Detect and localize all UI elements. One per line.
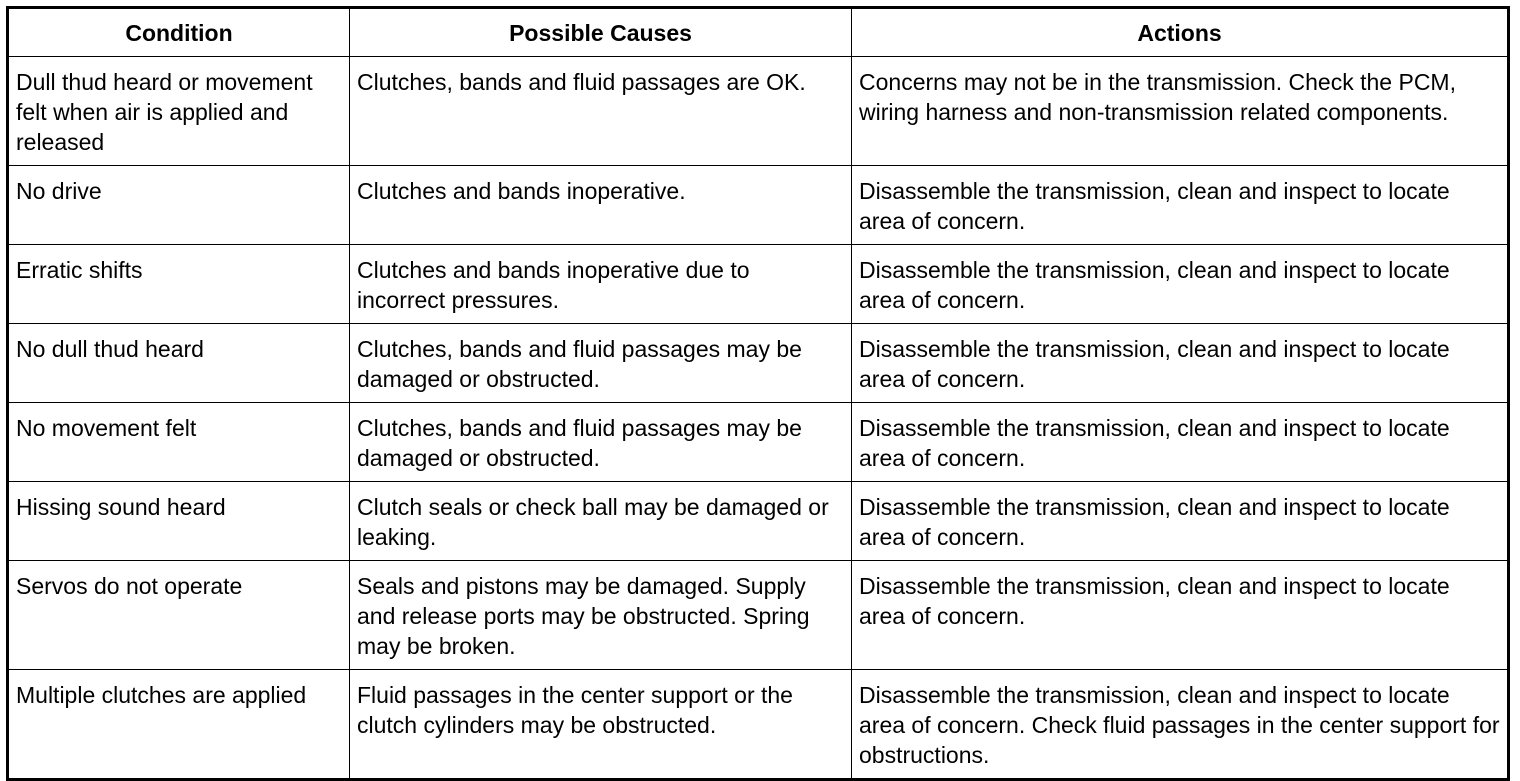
causes-cell: Clutches and bands inoperative. [350, 166, 852, 245]
condition-cell: Hissing sound heard [8, 482, 350, 561]
actions-cell: Disassemble the transmission, clean and inspect to locate area of concern. Check fluid passages in the center support for obstructions. [852, 670, 1509, 780]
table-header-row [8, 8, 1509, 57]
condition-cell: Erratic shifts [8, 245, 350, 324]
table-row [8, 482, 1509, 561]
causes-cell: Clutches and bands inoperative due to incorrect pressures. [350, 245, 852, 324]
causes-cell: Clutches, bands and fluid passages may be damaged or obstructed. [350, 324, 852, 403]
header-possible-causes: Possible Causes [350, 8, 852, 57]
header-actions: Actions [852, 8, 1509, 57]
causes-cell: Clutches, bands and fluid passages are OK. [350, 57, 852, 166]
diagnosis-table [6, 6, 1510, 781]
condition-cell: Dull thud heard or movement felt when air is applied and released [8, 57, 350, 166]
table-row [8, 57, 1509, 166]
actions-cell: Disassemble the transmission, clean and inspect to locate area of concern. [852, 561, 1509, 670]
table-row [8, 403, 1509, 482]
actions-cell: Concerns may not be in the transmission. Check the PCM, wiring harness and non-transmission related components. [852, 57, 1509, 166]
condition-cell: Servos do not operate [8, 561, 350, 670]
causes-cell: Clutches, bands and fluid passages may be damaged or obstructed. [350, 403, 852, 482]
actions-cell: Disassemble the transmission, clean and inspect to locate area of concern. [852, 324, 1509, 403]
table-row [8, 166, 1509, 245]
actions-cell: Disassemble the transmission, clean and inspect to locate area of concern. [852, 245, 1509, 324]
condition-cell: No drive [8, 166, 350, 245]
header-condition: Condition [8, 8, 350, 57]
causes-cell: Seals and pistons may be damaged. Supply and release ports may be obstructed. Spring may be broken. [350, 561, 852, 670]
condition-cell: No movement felt [8, 403, 350, 482]
causes-cell: Fluid passages in the center support or the clutch cylinders may be obstructed. [350, 670, 852, 780]
actions-cell: Disassemble the transmission, clean and inspect to locate area of concern. [852, 166, 1509, 245]
actions-cell: Disassemble the transmission, clean and inspect to locate area of concern. [852, 403, 1509, 482]
table-row [8, 670, 1509, 780]
table-row [8, 245, 1509, 324]
condition-cell: No dull thud heard [8, 324, 350, 403]
causes-cell: Clutch seals or check ball may be damaged or leaking. [350, 482, 852, 561]
condition-cell: Multiple clutches are applied [8, 670, 350, 780]
actions-cell: Disassemble the transmission, clean and inspect to locate area of concern. [852, 482, 1509, 561]
table-row [8, 561, 1509, 670]
table-row [8, 324, 1509, 403]
